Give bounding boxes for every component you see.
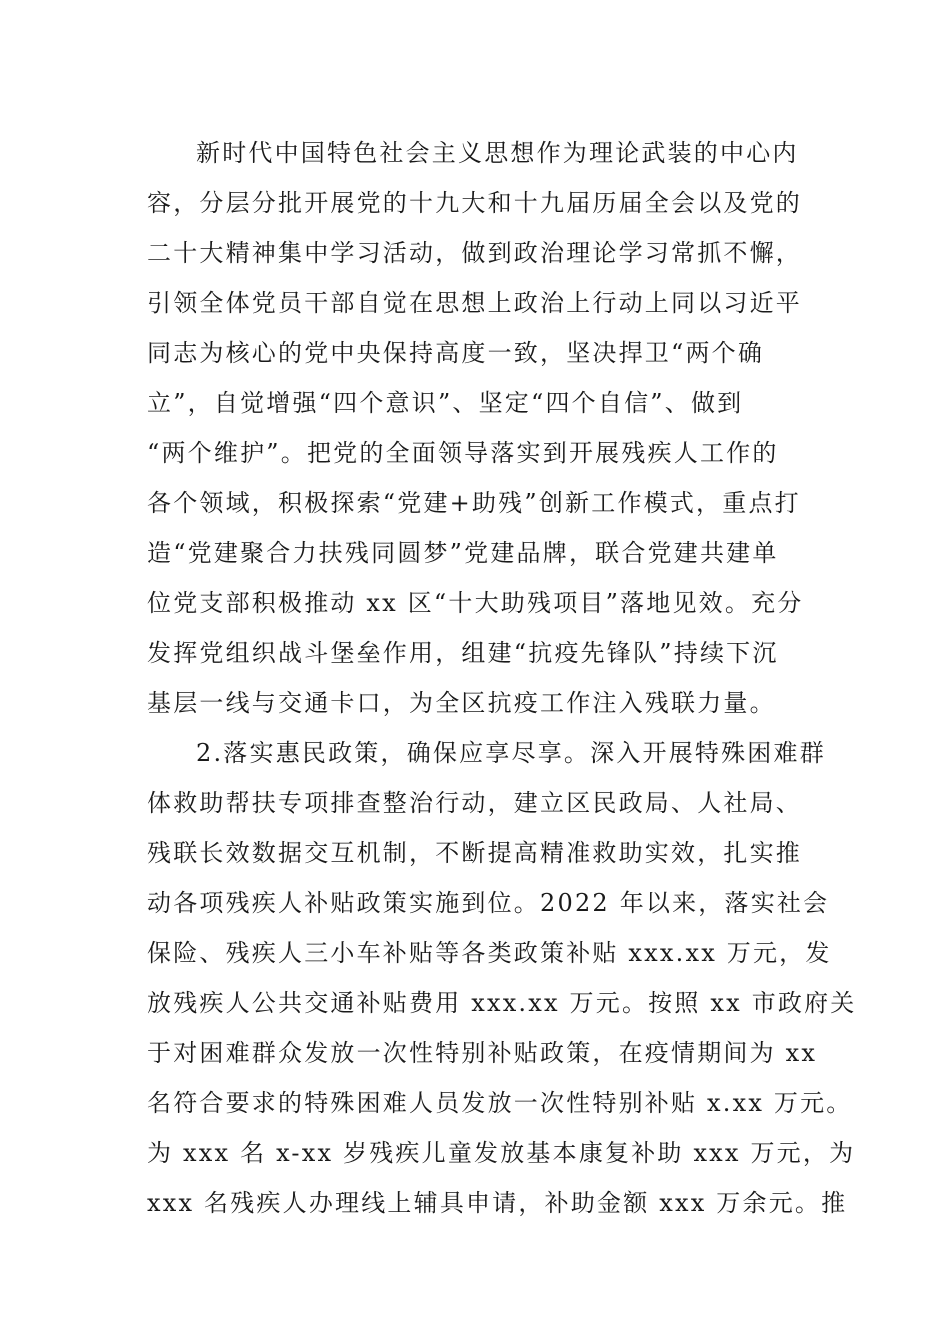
text-line: 保险、残疾人三小车补贴等各类政策补贴 xxx.xx 万元，发 [147,939,832,967]
text-line: 立”，自觉增强“四个意识”、坚定“四个自信”、做到 [147,389,744,417]
text-line: 位党支部积极推动 xx 区“十大助残项目”落地见效。充分 [147,589,804,617]
text-line: 新时代中国特色社会主义思想作为理论武装的中心内 [196,139,799,167]
text-line: 于对困难群众发放一次性特别补贴政策，在疫情期间为 xx [147,1039,818,1067]
text-line: 名符合要求的特殊困难人员发放一次性特别补贴 x.xx 万元。 [147,1089,853,1117]
text-line: 各个领域，积极探索“党建+助残”创新工作模式，重点打 [147,489,801,517]
text-line: 残联长效数据交互机制，不断提高精准救助实效，扎实推 [147,839,802,867]
text-line: 为 xxx 名 x-xx 岁残疾儿童发放基本康复补助 xxx 万元，为 [147,1139,856,1167]
text-line: 动各项残疾人补贴政策实施到位。2022 年以来，落实社会 [147,889,830,917]
text-line: 基层一线与交通卡口，为全区抗疫工作注入残联力量。 [147,689,776,717]
text-line: 体救助帮扶专项排查整治行动，建立区民政局、人社局、 [147,789,802,817]
text-line: xxx 名残疾人办理线上辅具申请，补助金额 xxx 万余元。推 [147,1189,848,1217]
text-line: 发挥党组织战斗堡垒作用，组建“抗疫先锋队”持续下沉 [147,639,779,667]
text-line: 引领全体党员干部自觉在思想上政治上行动上同以习近平 [147,289,802,317]
text-line: 同志为核心的党中央保持高度一致，坚决捍卫“两个确 [147,339,765,367]
text-line: “两个维护”。把党的全面领导落实到开展残疾人工作的 [147,439,779,467]
text-line: 2.落实惠民政策，确保应享尽享。深入开展特殊困难群 [196,739,826,767]
text-line: 容，分层分批开展党的十九大和十九届历届全会以及党的 [147,189,802,217]
text-line: 造“党建聚合力扶残同圆梦”党建品牌，联合党建共建单 [147,539,779,567]
text-line: 放残疾人公共交通补贴费用 xxx.xx 万元。按照 xx 市政府关 [147,989,857,1017]
text-line: 二十大精神集中学习活动，做到政治理论学习常抓不懈， [147,239,802,267]
